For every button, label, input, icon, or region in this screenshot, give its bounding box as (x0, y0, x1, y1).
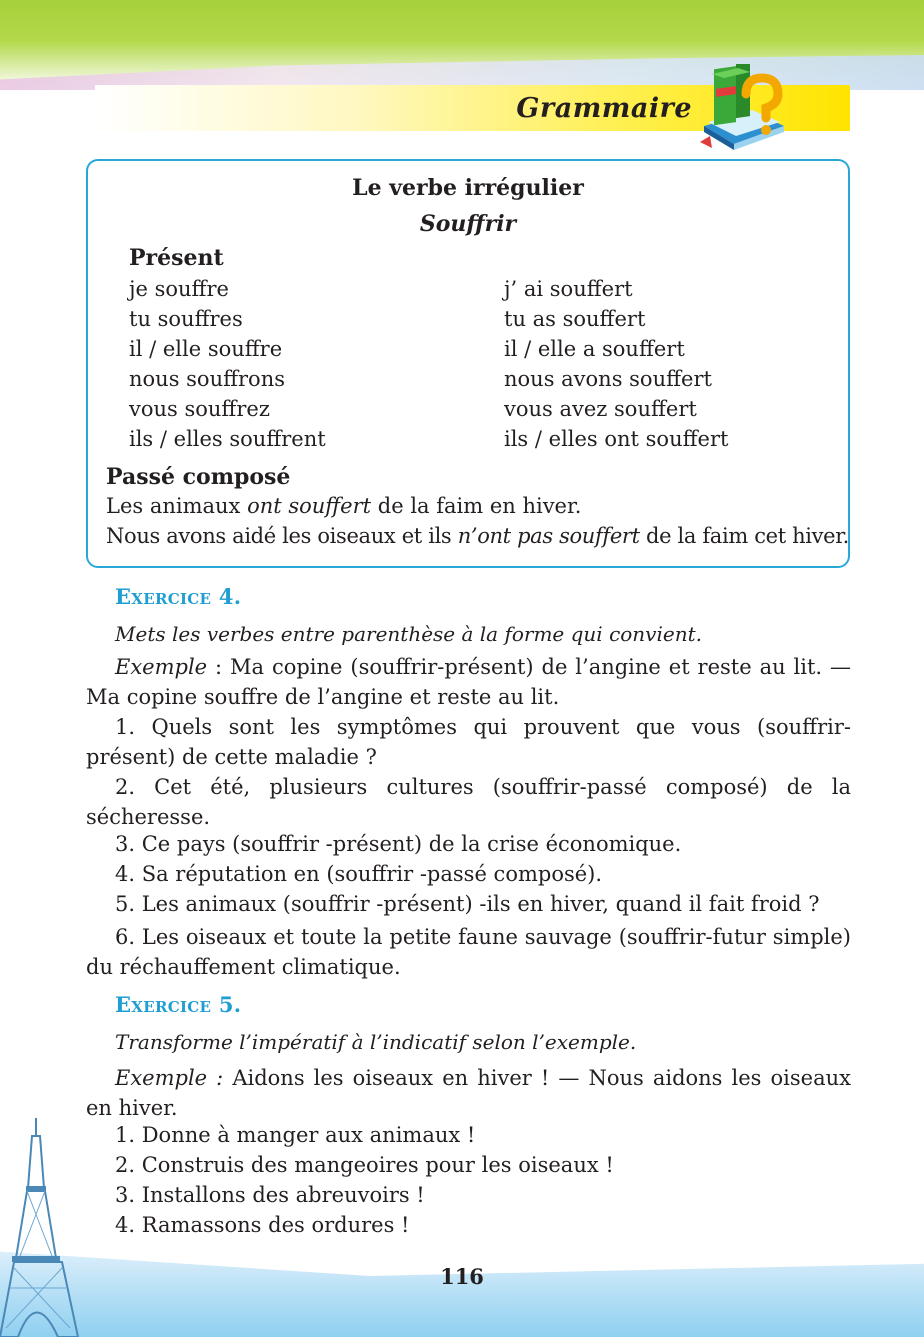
conjugation-line: nous souffrons (129, 367, 285, 391)
conjugation-line: nous avons souffert (504, 367, 712, 391)
section-title: Grammaire (516, 93, 692, 124)
conjugation-line: j’ ai souffert (504, 277, 633, 301)
conjugation-line: vous avez souffert (504, 397, 697, 421)
exercise-5-item-4: 4. Ramassons des ordures ! (115, 1213, 410, 1237)
italic-text-run: ont souffert (247, 494, 372, 518)
conjugation-line: tu as souffert (504, 307, 646, 331)
text-run: Nous avons aidé les oiseaux et ils (106, 524, 458, 548)
grammar-rule-box (86, 159, 850, 568)
text-run: de la faim en hiver. (371, 494, 582, 518)
exercise-5-title: Exercice 5. (115, 992, 242, 1017)
rule-title: Le verbe irrégulier (352, 175, 584, 201)
text-run: Les animaux (106, 494, 248, 518)
passe-compose-example-1 (106, 494, 581, 518)
italic-text-run: n’ont pas souffert (457, 524, 640, 548)
example-text: : Ma copine (souffrir-présent) de l’angine et reste au lit. — Ma copine souffre de l’angine et reste au lit. (86, 655, 851, 709)
present-heading: Présent (129, 245, 224, 271)
exercise-4-item-3: 3. Ce pays (souffrir -présent) de la crise économique. (115, 832, 682, 856)
passe-compose-example-2 (106, 524, 849, 548)
passe-compose-heading: Passé composé (106, 464, 291, 490)
conjugation-line: vous souffrez (129, 397, 270, 421)
exercise-4-item-2: 2. Cet été, plusieurs cultures (souffrir-passé composé) de la sécheresse. (86, 775, 851, 829)
page-number: 116 (440, 1264, 484, 1289)
example-text: Aidons les oiseaux en hiver ! — Nous aidons les oiseaux en hiver. (86, 1066, 851, 1120)
exercise-4-title: Exercice 4. (115, 584, 242, 609)
exercise-5-item-2: 2. Construis des mangeoires pour les oiseaux ! (115, 1153, 614, 1177)
conjugation-line: ils / elles ont souffert (504, 427, 729, 451)
example-label: Exemple (115, 655, 208, 679)
exercise-4-item-5: 5. Les animaux (souffrir -présent) -ils en hiver, quand il fait froid ? (115, 892, 820, 916)
exercise-4-example (86, 652, 851, 712)
text-run: de la faim cet hiver. (639, 524, 849, 548)
example-label: Exemple : (115, 1066, 224, 1090)
exercise-5-example (86, 1063, 851, 1123)
conjugation-line: ils / elles souffrent (129, 427, 326, 451)
conjugation-line: il / elle a souffert (504, 337, 685, 361)
exercise-4-item-4: 4. Sa réputation en (souffrir -passé composé). (115, 862, 603, 886)
present-conjugation (129, 274, 326, 454)
conjugation-line: tu souffres (129, 307, 243, 331)
conjugation-line: je souffre (129, 277, 229, 301)
exercise-5-item-3: 3. Installons des abreuvoirs ! (115, 1183, 425, 1207)
book-question-icon (694, 64, 794, 156)
rule-verb: Souffrir (419, 211, 517, 237)
eiffel-tower-icon (0, 1118, 80, 1337)
exercise-4-instruction: Mets les verbes entre parenthèse à la forme qui convient. (115, 622, 702, 646)
exercise-4-item-6: 6. Les oiseaux et toute la petite faune sauvage (souffrir-futur simple) du réchauffement climatique. (86, 925, 851, 979)
passe-compose-conjugation (504, 274, 728, 454)
conjugation-line: il / elle souffre (129, 337, 283, 361)
exercise-5-instruction: Transforme l’impératif à l’indicatif selon l’exemple. (115, 1030, 637, 1054)
exercise-4-item-1: 1. Quels sont les symptômes qui prouvent que vous (souffrir-présent) de cette maladie ? (86, 715, 851, 769)
exercise-5-item-1: 1. Donne à manger aux animaux ! (115, 1123, 476, 1147)
